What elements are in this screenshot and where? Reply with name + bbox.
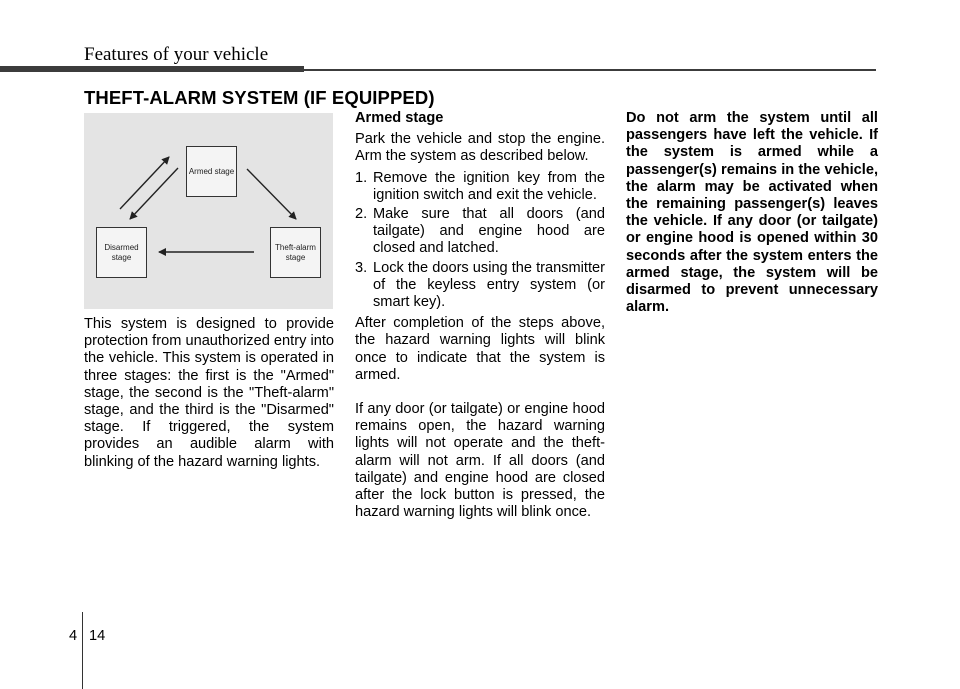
step-text: Remove the ignition key from the ignition switch and exit the vehicle.: [373, 169, 605, 203]
step-number: 1.: [355, 169, 368, 186]
header-rule: [304, 69, 876, 71]
step-number: 2.: [355, 206, 368, 223]
section-title: THEFT-ALARM SYSTEM (IF EQUIPPED): [84, 87, 435, 108]
theft-alarm-stage-box: Theft-alarm stage: [270, 227, 321, 278]
armed-stage-lead: Park the vehicle and stop the engine. Arm the system as described below.: [355, 131, 605, 165]
column-1: [84, 316, 334, 471]
arrow-armed-to-theft-alarm: [247, 169, 296, 219]
column-2: [355, 110, 605, 521]
arrow-armed-to-disarmed: [130, 168, 178, 219]
chapter-number: 4: [69, 628, 78, 644]
warning-paragraph: Do not arm the system until all passengers have left the vehicle. If the system is armed while a passenger(s) remains in the vehicle, the alarm may be activated when the remaining passenger(s) leaves the vehicle. If any door (or tailgate) or engine hood is opened within 30 seconds after the system enters the armed stage, the system will be disarmed to prevent unnecessary alarm.: [626, 110, 878, 316]
header-bar: [0, 66, 304, 72]
footer-divider: [82, 612, 83, 689]
armed-stage-box: Armed stage: [186, 146, 237, 197]
step-number: 3.: [355, 259, 368, 276]
arrow-disarmed-to-armed: [120, 157, 169, 209]
header-title: Features of your vehicle: [84, 44, 269, 65]
arming-steps-list: [355, 170, 605, 312]
diagram-arrows: [84, 113, 333, 309]
disarmed-stage-box: Disarmed stage: [96, 227, 147, 278]
theft-alarm-stage-diagram: [84, 113, 333, 309]
armed-stage-heading: Armed stage: [355, 110, 444, 126]
intro-paragraph: This system is designed to provide protection from unauthorized entry into the vehicle. This system is operated in three stages: the first is the "Armed" stage, the second is the "Theft-alarm" stage, and the third is the "Disarmed" stage. If triggered, the system provides an audible alarm with blinking of the hazard warning lights.: [84, 316, 334, 470]
open-door-note: If any door (or tailgate) or engine hood remains open, the hazard warning lights will not operate and the theft-alarm will not arm. If all doors (and tailgate) and engine hood are closed after the lock button is pressed, the hazard warning lights will blink once.: [355, 401, 605, 521]
step-text: Make sure that all doors (and tailgate) and engine hood are closed and latched.: [373, 206, 605, 257]
step-text: Lock the doors using the transmitter of the keyless entry system (or smart key).: [373, 259, 605, 311]
list-item: [355, 260, 605, 312]
page-number: 14: [89, 628, 106, 644]
column-3: [626, 110, 878, 316]
after-steps-paragraph: After completion of the steps above, the hazard warning lights will blink once to indicate that the system is armed.: [355, 315, 605, 383]
list-item: [355, 170, 605, 204]
list-item: [355, 206, 605, 258]
